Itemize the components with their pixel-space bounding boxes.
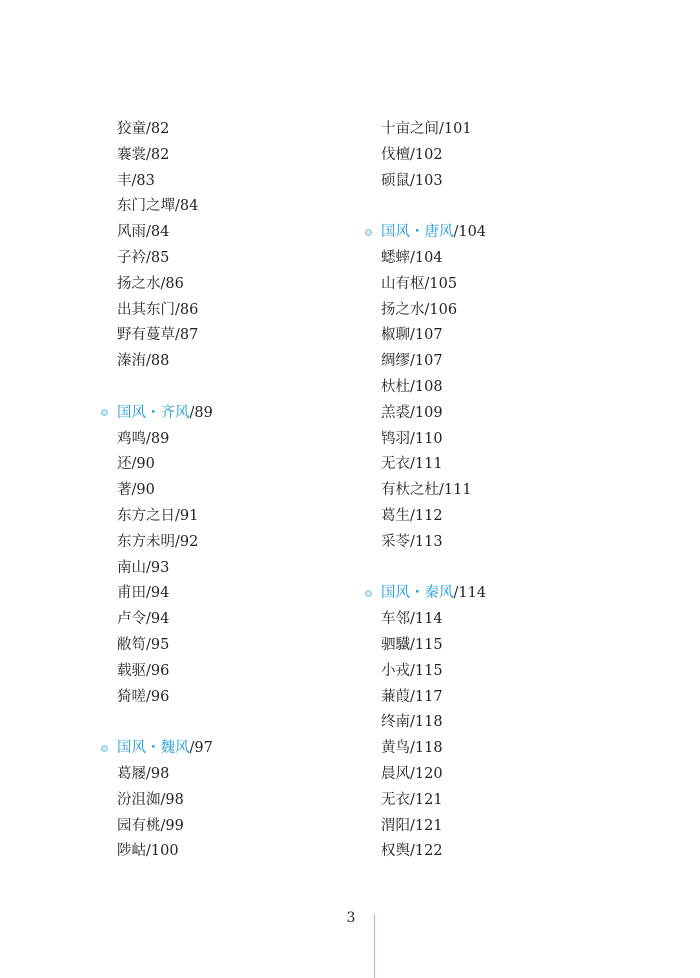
toc-entry[interactable]: 晨风/120 [381,765,443,782]
section-bullet-icon [101,745,108,752]
toc-entry[interactable]: 扬之水/86 [117,275,184,292]
toc-entry[interactable]: 褰裳/82 [117,146,170,163]
section-title: 国风・秦风 [381,585,454,602]
toc-entry[interactable]: 驷驖/115 [381,636,443,653]
toc-entry[interactable]: 出其东门/86 [117,301,199,318]
toc-entry[interactable]: 狡童/82 [117,121,170,137]
toc-entry[interactable]: 子衿/85 [117,249,170,266]
toc-entry[interactable]: 采苓/113 [381,533,443,550]
toc-entry[interactable]: 车邻/114 [381,611,443,628]
toc-entry[interactable]: 椒聊/107 [381,327,443,344]
toc-entry[interactable]: 扬之水/106 [381,301,458,318]
toc-entry[interactable]: 汾沮洳/98 [117,791,184,808]
toc-entry[interactable]: 杕杜/108 [381,378,443,395]
toc-entry[interactable]: 陟岵/100 [117,843,179,860]
toc-entry[interactable]: 无衣/121 [381,791,443,808]
toc-entry[interactable]: 溱洧/88 [117,353,170,370]
toc-entry-list [381,117,486,194]
toc-entry[interactable]: 无衣/111 [381,456,443,473]
toc-entry[interactable]: 渭阳/121 [381,817,443,834]
section-title: 国风・魏风 [117,740,190,757]
toc-left-column [117,117,213,865]
section-spacer [117,375,213,401]
toc-entry[interactable]: 甫田/94 [117,585,170,602]
toc-entry[interactable]: 载驱/96 [117,662,170,679]
page-divider-line [374,914,375,978]
toc-entry[interactable]: 南山/93 [117,559,170,576]
toc-entry[interactable]: 十亩之间/101 [381,121,472,137]
section-page: /97 [189,740,213,757]
toc-entry[interactable]: 终南/118 [381,714,443,731]
toc-entry[interactable]: 权舆/122 [381,843,443,860]
toc-entry[interactable]: 风雨/84 [117,224,170,241]
toc-entry[interactable]: 羔裘/109 [381,404,443,421]
toc-entry-list [381,246,486,556]
toc-entry[interactable]: 猗嗟/96 [117,688,170,705]
section-heading-qin-feng[interactable] [381,581,486,607]
section-page: /89 [189,404,213,421]
toc-entry[interactable]: 野有蔓草/87 [117,327,199,344]
toc-entry-list [117,117,213,375]
page-number: 3 [346,910,356,926]
section-heading-wei-feng[interactable] [117,736,213,762]
section-spacer [381,194,486,220]
toc-entry[interactable]: 小戎/115 [381,662,443,679]
toc-entry[interactable]: 葛生/112 [381,507,443,524]
toc-entry[interactable]: 东门之墠/84 [117,198,199,215]
toc-entry[interactable]: 著/90 [117,482,155,499]
toc-entry[interactable]: 葛屦/98 [117,765,170,782]
toc-entry[interactable]: 鸨羽/110 [381,430,443,447]
section-bullet-icon [365,590,372,597]
toc-entry[interactable]: 蟋蟀/104 [381,249,443,266]
toc-right-column [381,117,486,865]
toc-entry[interactable]: 还/90 [117,456,155,473]
toc-entry[interactable]: 伐檀/102 [381,146,443,163]
section-bullet-icon [101,409,108,416]
toc-entry[interactable]: 硕鼠/103 [381,172,443,189]
section-page: /114 [453,585,487,602]
section-page: /104 [453,224,487,241]
toc-entry[interactable]: 黄鸟/118 [381,740,443,757]
toc-entry[interactable]: 山有枢/105 [381,275,458,292]
section-spacer [381,556,486,582]
section-heading-tang-feng[interactable] [381,220,486,246]
toc-entry[interactable]: 鸡鸣/89 [117,430,170,447]
toc-entry[interactable]: 蒹葭/117 [381,688,443,705]
toc-entry[interactable]: 丰/83 [117,172,155,189]
toc-entry[interactable]: 敝笱/95 [117,636,170,653]
toc-entry-list [117,762,213,865]
toc-entry[interactable]: 园有桃/99 [117,817,184,834]
section-heading-qi-feng[interactable] [117,401,213,427]
toc-entry[interactable]: 东方之日/91 [117,507,199,524]
toc-entry-list [381,607,486,865]
toc-entry[interactable]: 卢令/94 [117,611,170,628]
section-title: 国风・齐风 [117,404,190,421]
toc-entry[interactable]: 绸缪/107 [381,353,443,370]
toc-entry-list [117,427,213,711]
section-spacer [117,710,213,736]
toc-entry[interactable]: 有杕之杜/111 [381,482,472,499]
section-bullet-icon [365,229,372,236]
toc-entry[interactable]: 东方未明/92 [117,533,199,550]
section-title: 国风・唐风 [381,224,454,241]
